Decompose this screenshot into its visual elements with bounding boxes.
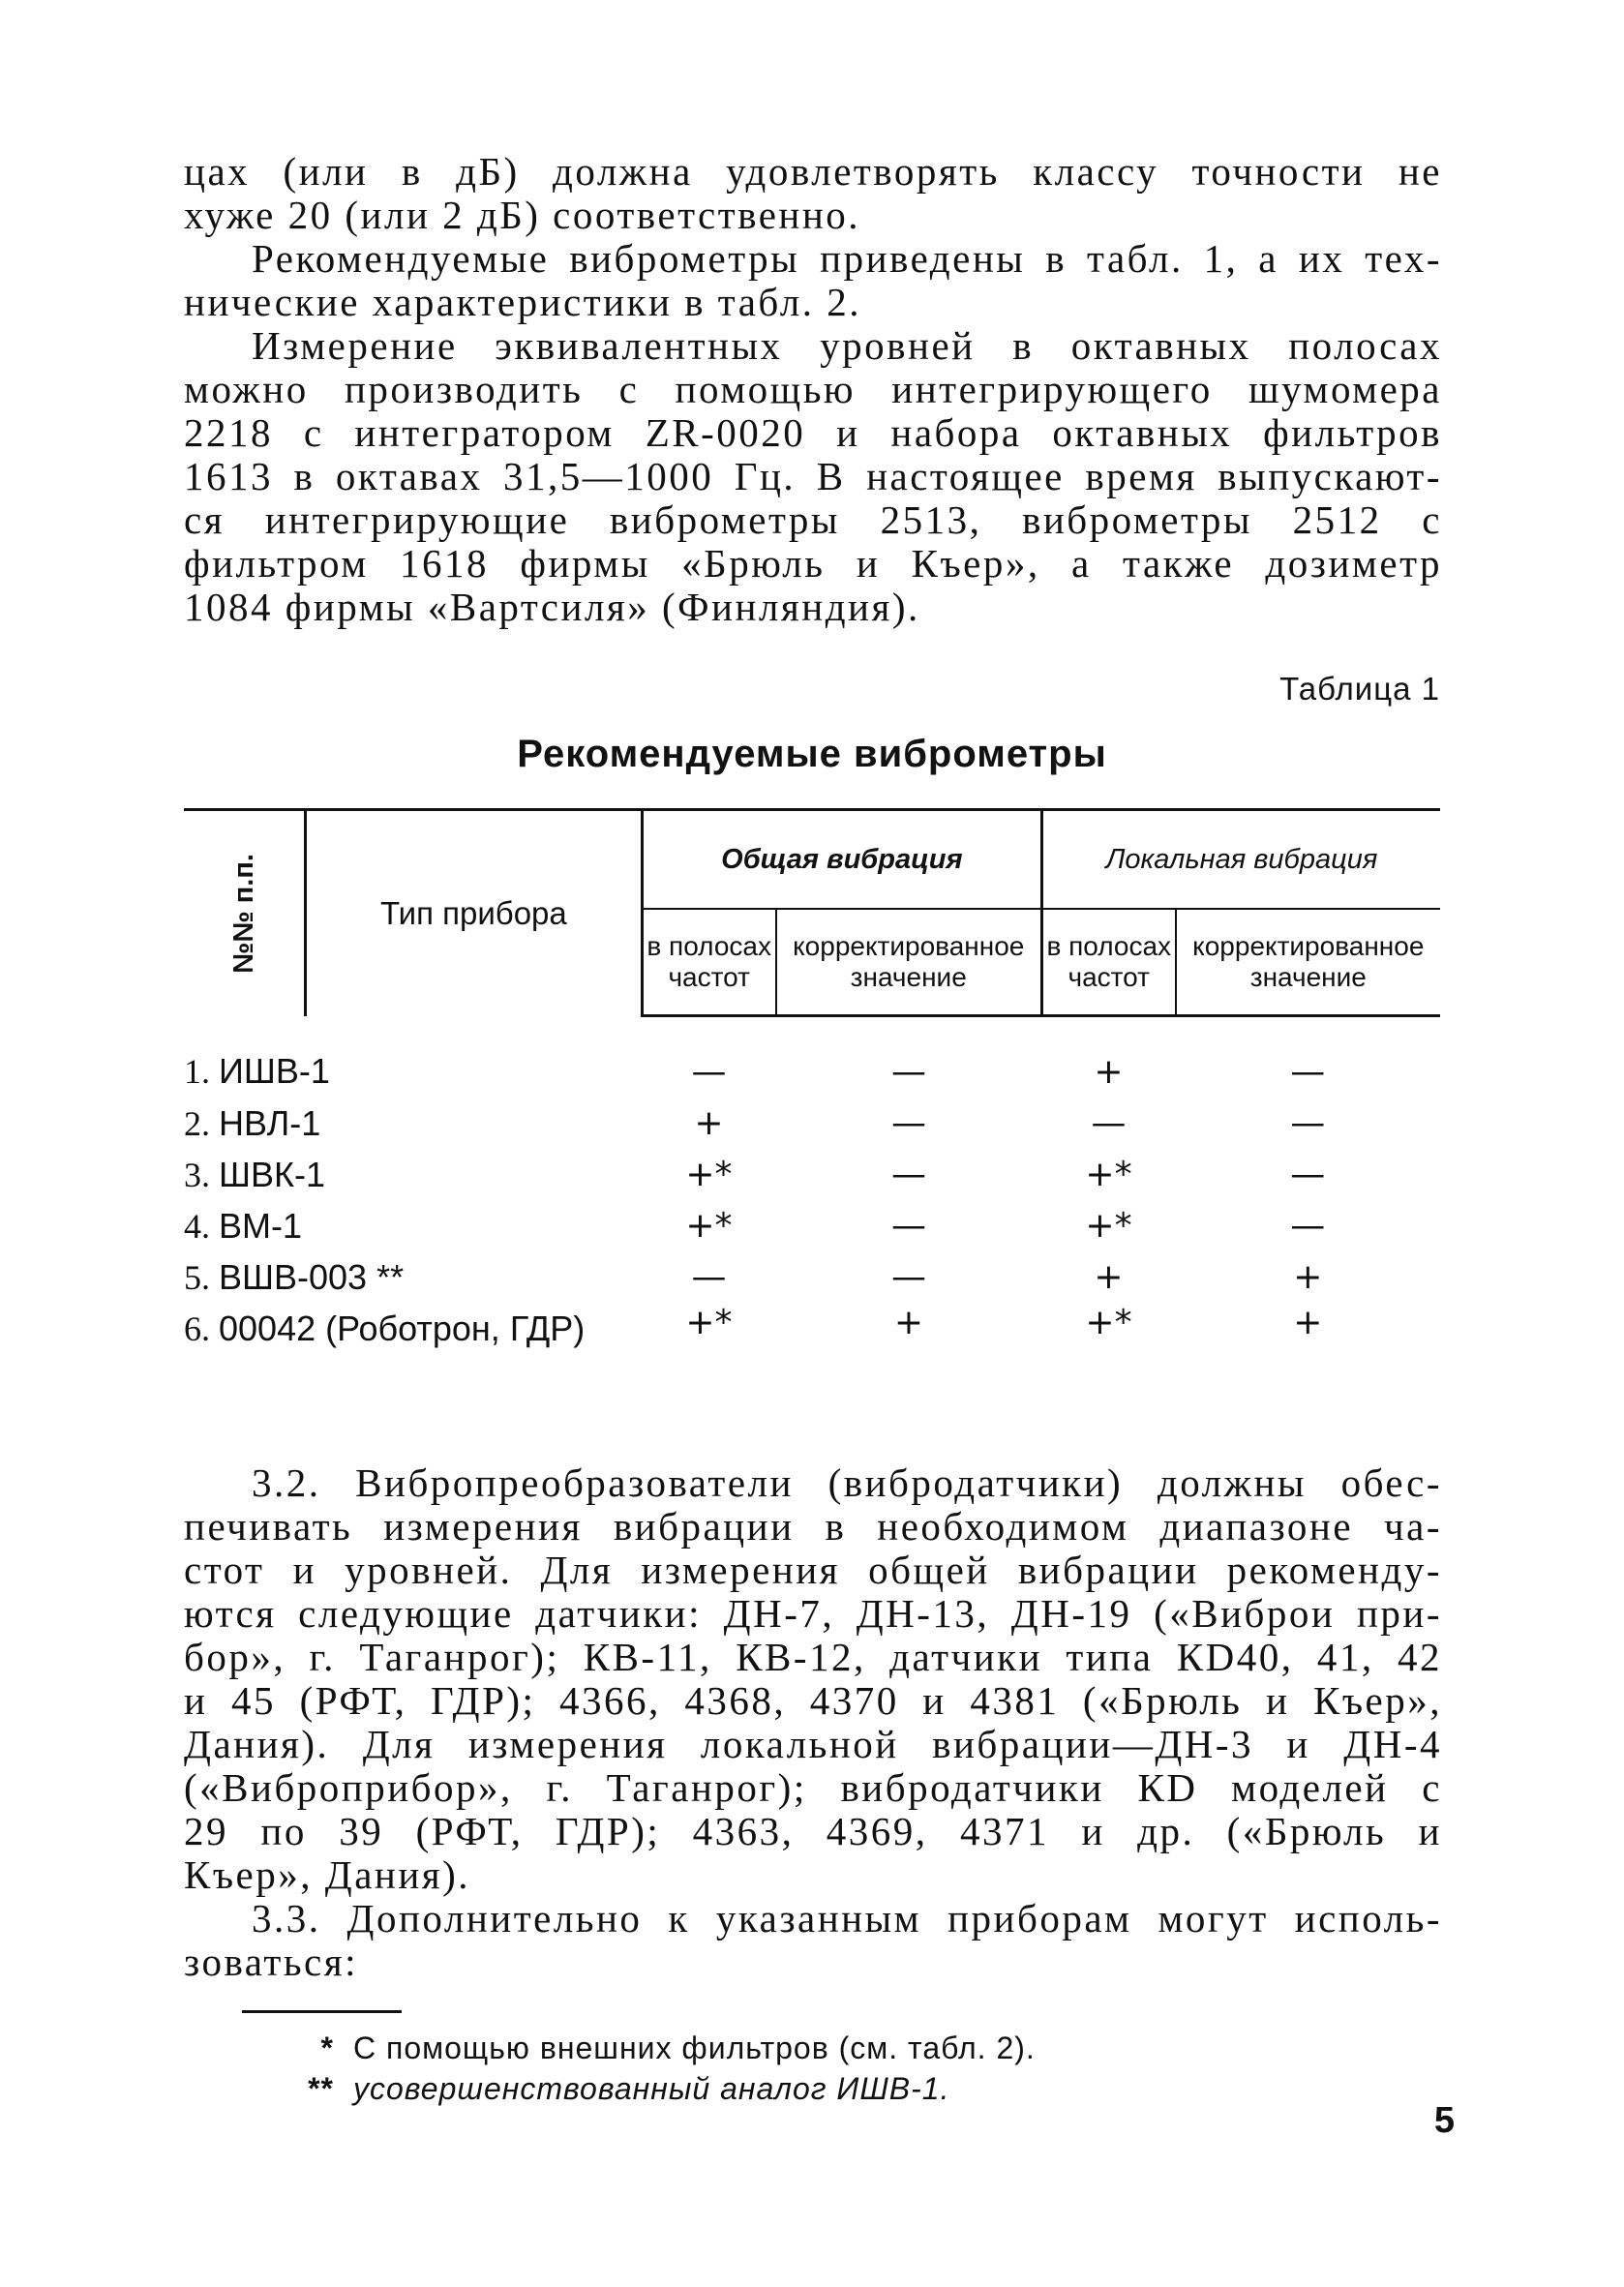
text-line: хуже 20 (или 2 дБ) соответственно. (184, 193, 861, 237)
header-general-corrected: корректированное значение (776, 909, 1042, 1016)
device-name-cell: 4. ВМ-1 (184, 1205, 303, 1246)
local-corrected-cell: — (1290, 1103, 1326, 1143)
device-name-cell: 3. ШВК-1 (184, 1154, 325, 1194)
general-band-cell: +* (685, 1155, 733, 1194)
footnote-2 (281, 2071, 949, 2107)
text-line: 3.2. Вибропреобразователи (вибродатчики) должны обес- (252, 1460, 1442, 1505)
header-local-corrected: корректированное значение (1176, 909, 1440, 1016)
local-band-cell: — (1091, 1103, 1127, 1143)
general-corrected-cell: — (890, 1103, 926, 1143)
table-label: Таблица 1 (1279, 671, 1440, 707)
local-corrected-cell: + (1293, 1303, 1323, 1342)
general-corrected-cell: — (890, 1155, 926, 1194)
text-line: зоваться: (184, 1940, 358, 1984)
text-line: 29 по 39 (РФТ, ГДР); 4363, 4369, 4371 и др. («Брюль и (184, 1809, 1442, 1853)
table-row (184, 1303, 1440, 1360)
device-name-cell: 2. НВЛ-1 (184, 1102, 321, 1143)
local-band-cell: +* (1085, 1303, 1132, 1342)
footnote-mark: ** (308, 2071, 334, 2106)
text-line: цах (или в дБ) должна удовлетворять классу точности не (184, 149, 1442, 194)
local-corrected-cell: — (1290, 1052, 1326, 1092)
text-line: печивать измерения вибрации в необходимом диапазоне ча- (184, 1504, 1442, 1549)
general-corrected-cell: — (890, 1257, 926, 1297)
text-line: и 45 (РФТ, ГДР); 4366, 4368, 4370 и 4381 («Брюль и Къер», (184, 1678, 1442, 1723)
text-line: 1084 фирмы «Вартсиля» (Финляндия). (184, 585, 920, 629)
text-line: Измерение эквивалентных уровней в октавных полосах (252, 323, 1442, 368)
local-band-cell: + (1094, 1052, 1124, 1092)
header-local-vibration: Локальная вибрация (1041, 810, 1440, 910)
text-line: стот и уровней. Для измерения общей вибрации рекоменду- (184, 1548, 1442, 1592)
general-corrected-cell: + (893, 1303, 924, 1342)
text-line: ся интегрирующие виброметры 2513, виброметры 2512 с (184, 497, 1442, 542)
text-line: Дания). Для измерения локальной вибрации—ДН-3 и ДН-4 (184, 1722, 1442, 1766)
table-row (184, 1098, 1440, 1149)
text-line: можно производить с помощью интегрирующего шумомера (184, 367, 1442, 411)
table-row (184, 1200, 1440, 1251)
local-band-cell: + (1094, 1257, 1124, 1297)
general-band-cell: +* (685, 1206, 733, 1246)
table-row (184, 1251, 1440, 1303)
page-number: 5 (1433, 2100, 1455, 2141)
paragraph-measurement (184, 324, 1442, 629)
general-band-cell: + (694, 1103, 724, 1143)
local-corrected-cell: + (1293, 1257, 1323, 1297)
footnote-text: усовершенствованный аналог ИШВ-1. (353, 2071, 950, 2106)
footnote-mark: * (320, 2031, 334, 2065)
text-line: нические характеристики в табл. 2. (184, 280, 861, 324)
general-corrected-cell: — (890, 1052, 926, 1092)
general-corrected-cell: — (890, 1206, 926, 1246)
paragraph-3-2 (184, 1461, 1442, 1897)
text-line: 2218 с интегратором ZR-0020 и набора октавных фильтров (184, 410, 1442, 455)
footnote-1 (281, 2031, 1036, 2066)
paragraph-recommended (184, 237, 1442, 324)
general-band-cell: +* (685, 1303, 733, 1342)
header-general-band: в полосах частот (642, 909, 775, 1016)
device-name-cell: 1. ИШВ-1 (184, 1050, 330, 1091)
text-line: ются следующие датчики: ДН-7, ДН-13, ДН-19 («Виброи при- (184, 1591, 1442, 1636)
paragraph-accuracy (184, 150, 1442, 237)
general-band-cell: — (691, 1052, 727, 1092)
header-type: Тип прибора (305, 810, 642, 1016)
text-line: 1613 в октавах 31,5—1000 Гц. В настоящее время выпускают- (184, 454, 1442, 498)
text-line: бор», г. Таганрог); КВ-11, КВ-12, датчики типа КD40, 41, 42 (184, 1635, 1442, 1679)
device-name-cell: 5. ВШВ-003 ** (184, 1256, 405, 1297)
text-line: фильтром 1618 фирмы «Брюль и Къер», а также дозиметр (184, 541, 1442, 586)
footnote-text: С помощью внешних фильтров (см. табл. 2). (353, 2031, 1036, 2065)
text-line: Къер», Дания). (184, 1852, 471, 1897)
table-row (184, 1149, 1440, 1200)
footnote-divider (242, 2010, 402, 2013)
table-title: Рекомендуемые виброметры (517, 733, 1107, 775)
local-band-cell: +* (1085, 1155, 1132, 1194)
text-line: («Виброприбор», г. Таганрог); вибродатчики КD моделей с (184, 1765, 1442, 1810)
header-number: №№ п.п. (184, 810, 305, 1016)
paragraph-3-3 (184, 1897, 1442, 1984)
device-name-cell: 6. 00042 (Роботрон, ГДР) (184, 1309, 586, 1348)
local-corrected-cell: — (1290, 1206, 1326, 1246)
header-general-vibration: Общая вибрация (642, 810, 1041, 910)
vibrometers-table (184, 808, 1440, 1360)
text-line: Рекомендуемые виброметры приведены в табл. 1, а их тех- (252, 236, 1442, 281)
header-local-band: в полосах частот (1041, 909, 1175, 1016)
general-band-cell: — (691, 1257, 727, 1297)
local-band-cell: +* (1085, 1206, 1132, 1246)
text-line: 3.3. Дополнительно к указанным приборам могут исполь- (252, 1896, 1442, 1941)
local-corrected-cell: — (1290, 1155, 1326, 1194)
table-row (184, 1016, 1440, 1098)
